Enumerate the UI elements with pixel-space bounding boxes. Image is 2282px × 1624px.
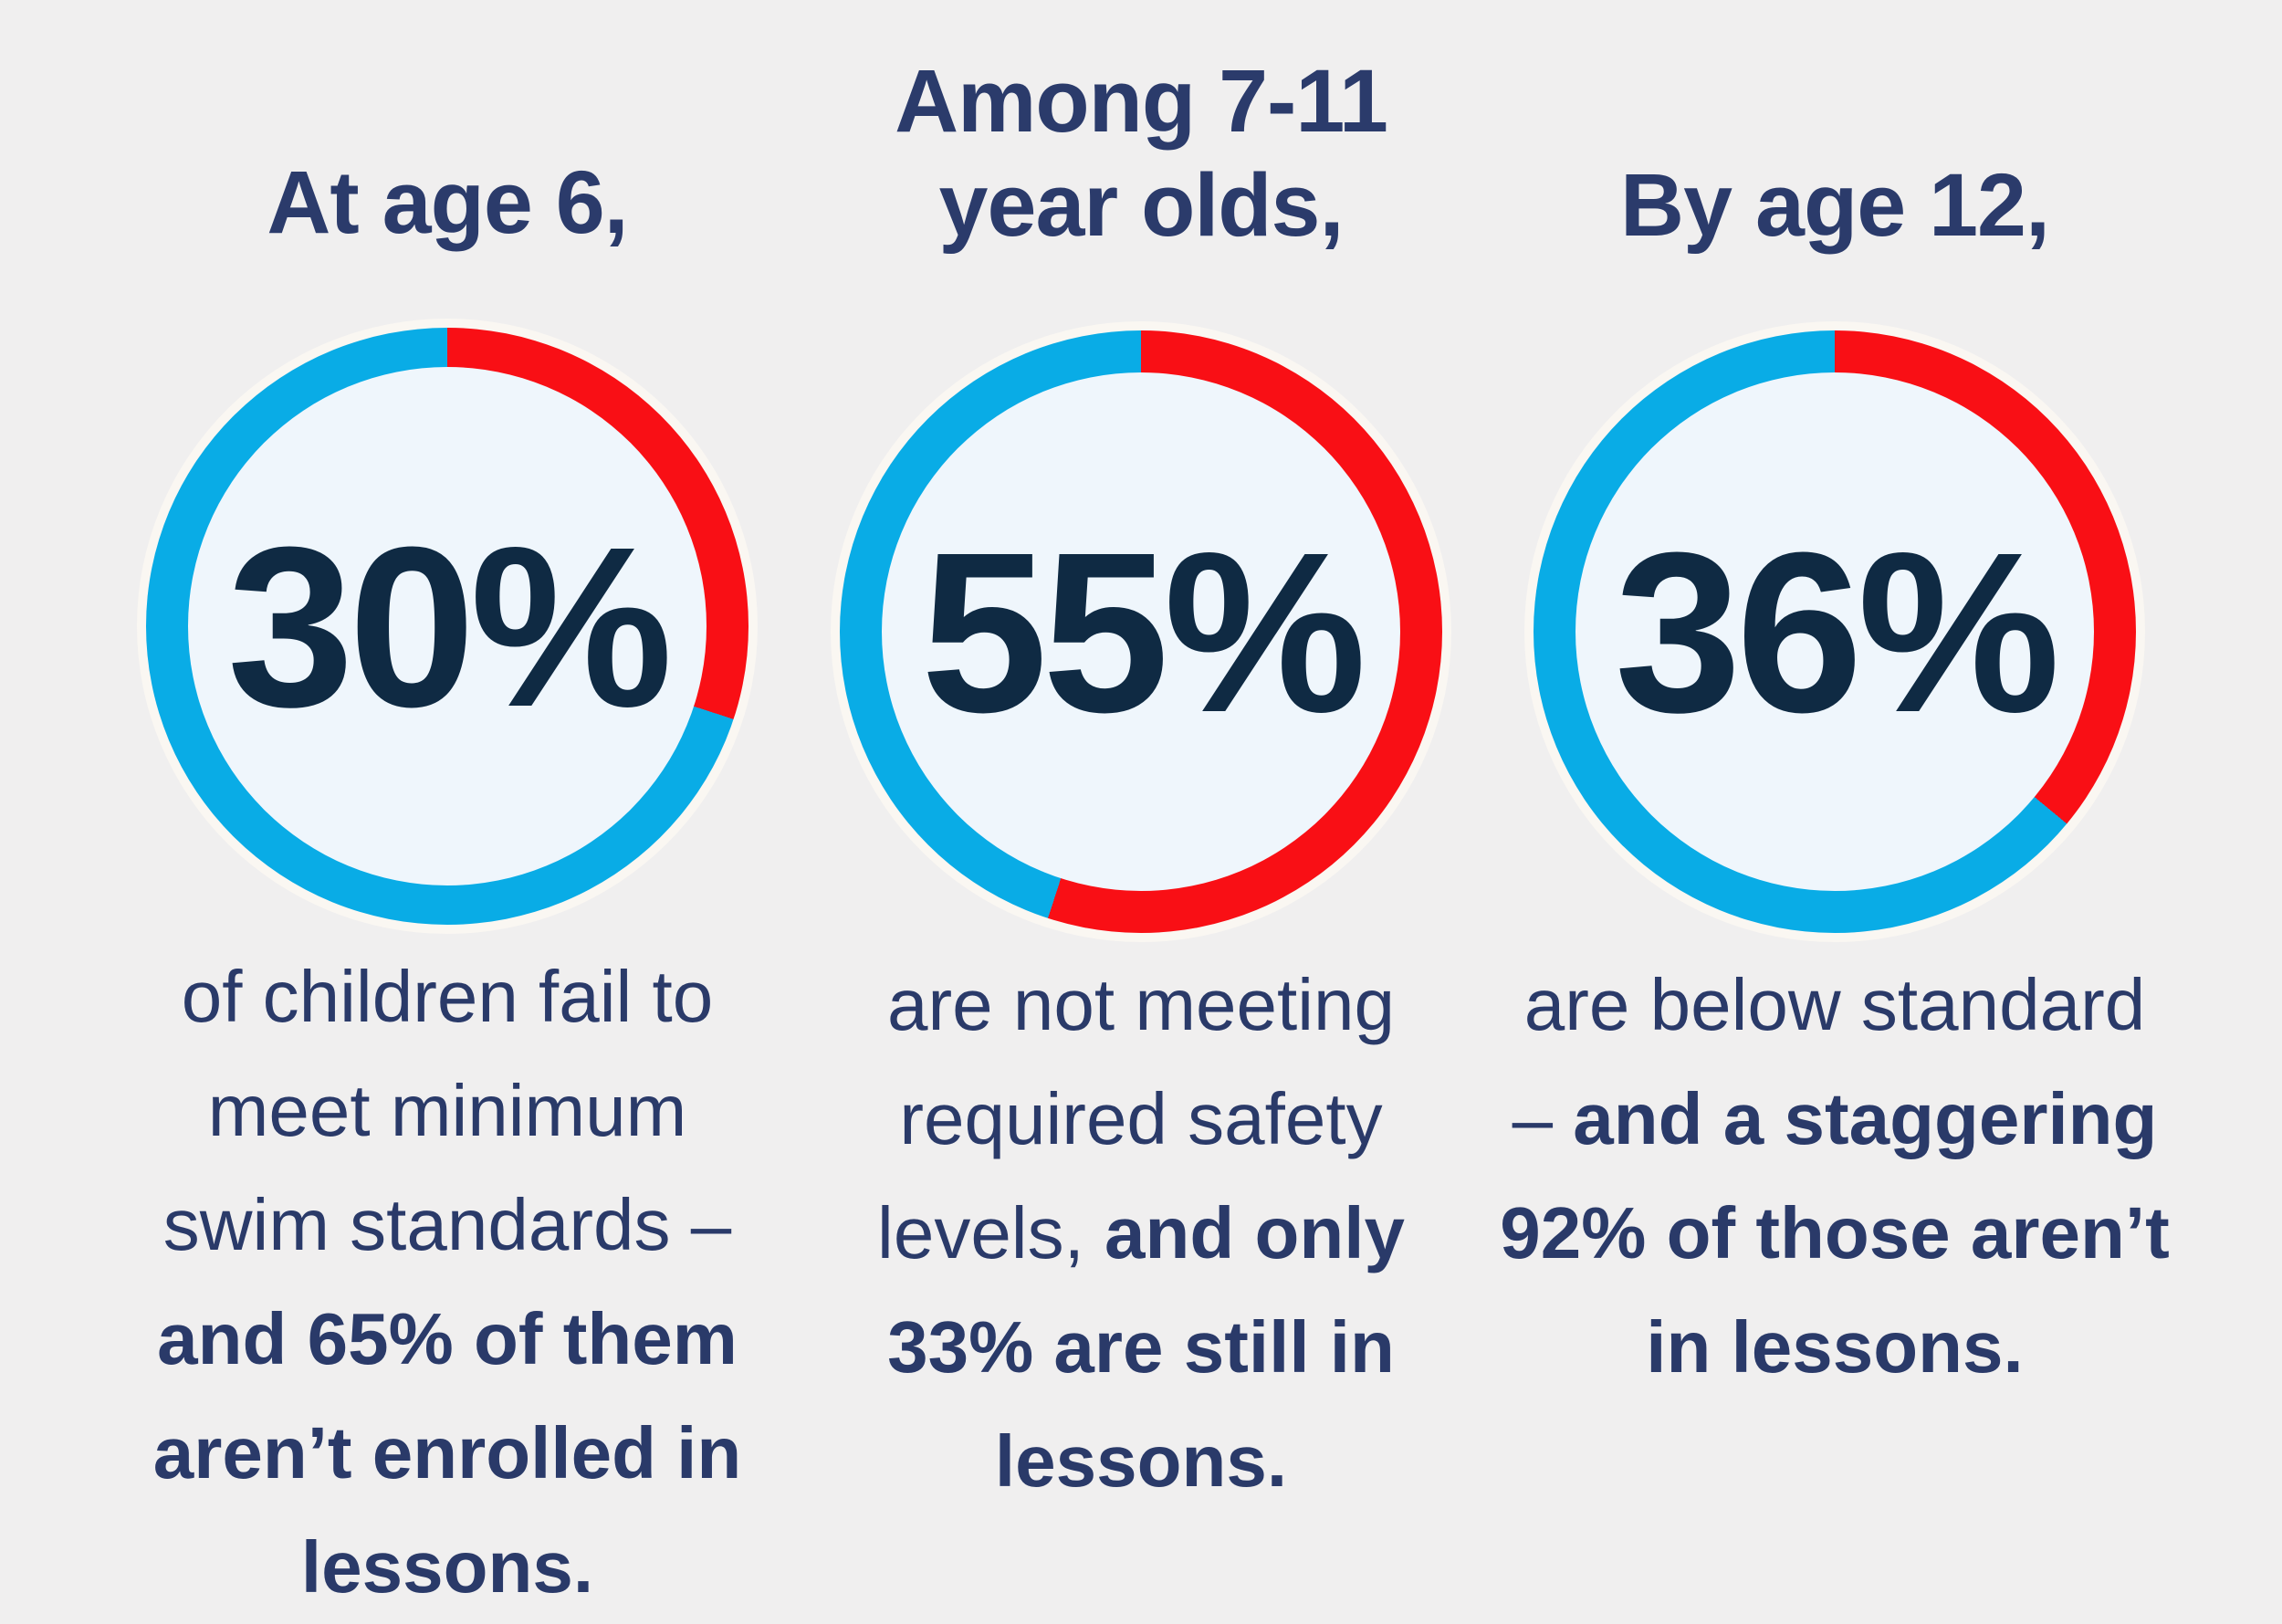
description-segment: are not meeting: [887, 964, 1395, 1045]
description-line: [1483, 1290, 2186, 1404]
heading-line: By age 12,: [1620, 155, 2049, 255]
column-description: [790, 948, 1492, 1518]
donut-chart-age-6: [146, 328, 748, 925]
description-line: [96, 1053, 799, 1168]
description-line: [790, 1404, 1492, 1518]
description-segment: –: [1512, 1078, 1574, 1159]
column-description: [96, 939, 799, 1624]
heading-line: At age 6,: [267, 152, 628, 253]
description-line: [1483, 1176, 2186, 1290]
description-segment-bold: and only: [1104, 1192, 1405, 1273]
description-segment-bold: aren’t enrolled in: [152, 1412, 742, 1493]
description-segment-bold: 33% are still in: [887, 1306, 1395, 1388]
description-line: [96, 1168, 799, 1282]
description-segment-bold: in lessons.: [1646, 1306, 2024, 1388]
donut-chart-age-12: [1534, 330, 2136, 933]
description-line: [790, 1062, 1492, 1176]
description-line: [96, 1396, 799, 1510]
stat-column-age-7-11: [794, 0, 1488, 1624]
description-line: [790, 948, 1492, 1062]
percent-label: 30%: [226, 498, 668, 754]
description-line: [1483, 1062, 2186, 1176]
description-line: [790, 1290, 1492, 1404]
column-heading: [267, 0, 627, 255]
description-segment: required safety: [899, 1078, 1383, 1159]
description-segment: of children fail to: [181, 956, 714, 1037]
donut-chart-age-7-11: [840, 330, 1442, 933]
description-segment: levels,: [877, 1192, 1105, 1273]
description-line: [1483, 948, 2186, 1062]
donut-hole: [1575, 372, 2094, 891]
donut-hole: [188, 367, 707, 885]
percent-label: 55%: [920, 504, 1362, 760]
stat-column-age-12: [1488, 0, 2182, 1624]
description-segment: are below standard: [1523, 964, 2146, 1045]
description-line: [96, 1282, 799, 1396]
description-segment: swim standards –: [162, 1184, 732, 1265]
donut-hole: [882, 372, 1400, 891]
description-segment-bold: lessons.: [994, 1420, 1288, 1502]
description-segment: meet minimum: [207, 1070, 687, 1151]
description-line: [790, 1176, 1492, 1290]
heading-line: Among 7-11: [895, 51, 1387, 151]
description-line: [96, 939, 799, 1053]
description-segment-bold: 92% of those aren’t: [1500, 1192, 2170, 1273]
description-segment-bold: and a staggering: [1573, 1078, 2158, 1159]
description-segment-bold: and 65% of them: [157, 1298, 738, 1379]
column-heading: [895, 0, 1387, 257]
heading-line: year olds,: [938, 155, 1344, 255]
description-line: [96, 1510, 799, 1624]
description-segment-bold: lessons.: [300, 1526, 594, 1608]
percent-label: 36%: [1614, 504, 2056, 760]
column-heading: [1620, 0, 2049, 257]
column-description: [1483, 948, 2186, 1404]
stat-column-age-6: [100, 0, 794, 1624]
